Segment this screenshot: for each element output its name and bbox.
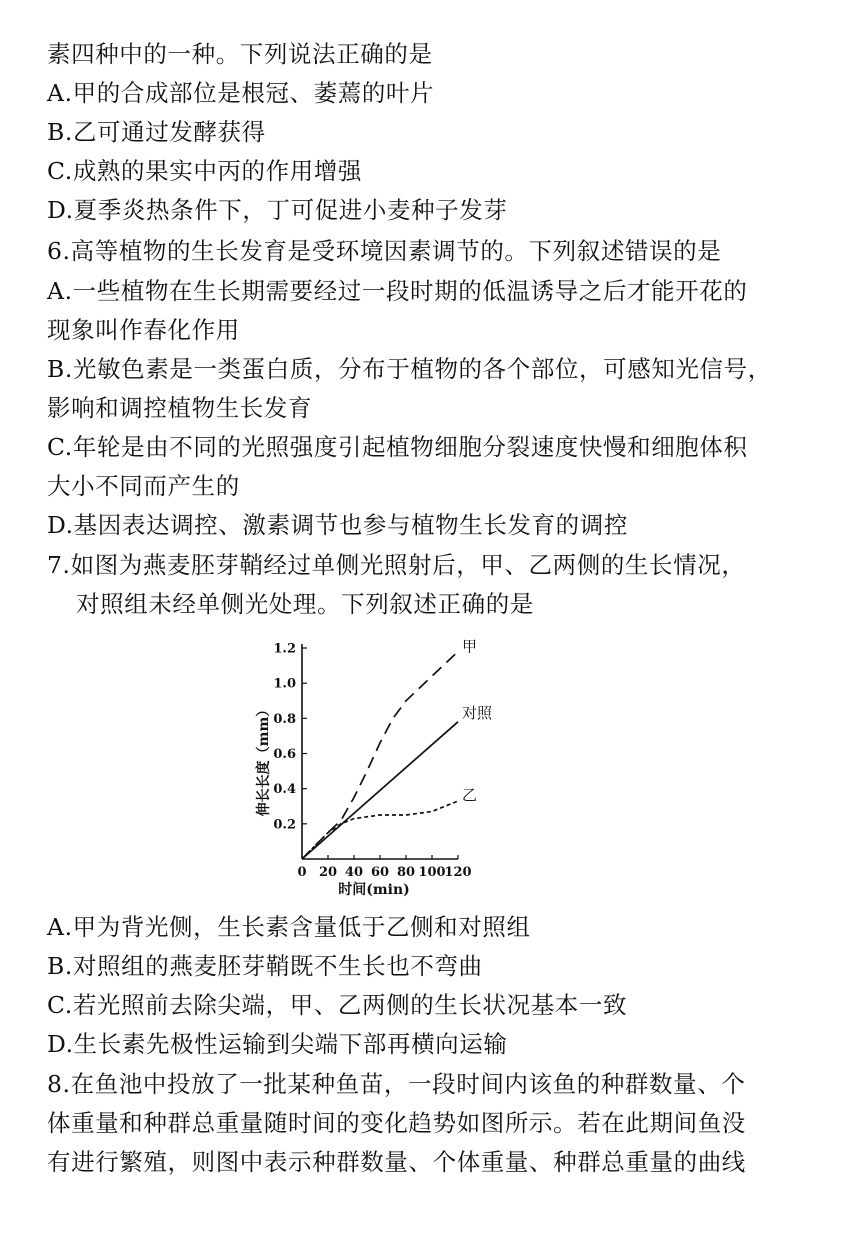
series-line-0 bbox=[302, 652, 458, 860]
chart-axes bbox=[302, 644, 458, 859]
question-7-stem-cont: 对照组未经单侧光处理。下列叙述正确的是 bbox=[76, 590, 534, 618]
option-d: D.生长素先极性运输到尖端下部再横向运输 bbox=[47, 1030, 508, 1058]
option-b: B.光敏色素是一类蛋白质，分布于植物的各个部位，可感知光信号， bbox=[47, 355, 772, 383]
growth-chart bbox=[240, 632, 500, 904]
x-tick-label: 20 bbox=[318, 865, 338, 880]
option-b: B.乙可通过发酵获得 bbox=[47, 118, 266, 146]
option-a: A.甲的合成部位是根冠、萎蔫的叶片 bbox=[47, 79, 435, 107]
series-label-2: 乙 bbox=[462, 785, 478, 804]
y-tick-label: 1.0 bbox=[273, 676, 296, 692]
series-label-0: 甲 bbox=[462, 637, 478, 656]
y-tick-label: 0.4 bbox=[273, 782, 296, 798]
option-a: A.一些植物在生长期需要经过一段时期的低温诱导之后才能开花的 bbox=[47, 277, 748, 305]
x-tick-label: 40 bbox=[344, 865, 364, 880]
option-c: C.若光照前去除尖端，甲、乙两侧的生长状况基本一致 bbox=[47, 991, 628, 1019]
option-c: C.成熟的果实中丙的作用增强 bbox=[47, 157, 363, 185]
question-8-stem-cont: 有进行繁殖，则图中表示种群数量、个体重量、种群总重量的曲线 bbox=[47, 1148, 746, 1176]
x-tick-label: 60 bbox=[370, 865, 390, 880]
y-tick-label: 0.8 bbox=[273, 711, 296, 727]
question-8-stem-cont: 体重量和种群总重量随时间的变化趋势如图所示。若在此期间鱼没 bbox=[47, 1109, 746, 1137]
option-a: A.甲为背光侧，生长素含量低于乙侧和对照组 bbox=[47, 913, 531, 941]
series-line-2 bbox=[302, 801, 458, 859]
chart-series bbox=[302, 638, 493, 859]
option-b: B.对照组的燕麦胚芽鞘既不生长也不弯曲 bbox=[47, 952, 483, 980]
x-axis-label: 时间(min) bbox=[338, 882, 410, 898]
text-line: 素四种中的一种。下列说法正确的是 bbox=[47, 40, 433, 68]
x-tick-label: 0 bbox=[297, 865, 307, 880]
option-c-cont: 大小不同而产生的 bbox=[47, 472, 240, 500]
option-b-cont: 影响和调控植物生长发育 bbox=[47, 394, 313, 422]
y-tick-label: 0.2 bbox=[273, 817, 296, 833]
question-8-stem: 8.在鱼池中投放了一批某种鱼苗，一段时间内该鱼的种群数量、个 bbox=[47, 1070, 746, 1098]
y-axis-label: 伸长长度（mm） bbox=[256, 702, 272, 817]
y-tick-label: 1.2 bbox=[273, 641, 296, 657]
option-d: D.基因表达调控、激素调节也参与植物生长发育的调控 bbox=[47, 511, 628, 539]
x-tick-label: 120 bbox=[444, 865, 472, 880]
option-a-cont: 现象叫作春化作用 bbox=[47, 316, 240, 344]
question-7-stem: 7.如图为燕麦胚芽鞘经过单侧光照射后，甲、乙两侧的生长情况， bbox=[47, 551, 746, 579]
x-tick-label: 100 bbox=[418, 865, 446, 880]
question-6-stem: 6.高等植物的生长发育是受环境因素调节的。下列叙述错误的是 bbox=[47, 237, 722, 265]
series-label-1: 对照 bbox=[462, 703, 493, 722]
option-d: D.夏季炎热条件下，丁可促进小麦种子发芽 bbox=[47, 196, 508, 224]
option-c: C.年轮是由不同的光照强度引起植物细胞分裂速度快慢和细胞体积 bbox=[47, 433, 748, 461]
y-tick-label: 0.6 bbox=[273, 747, 296, 762]
x-tick-label: 80 bbox=[396, 865, 416, 880]
